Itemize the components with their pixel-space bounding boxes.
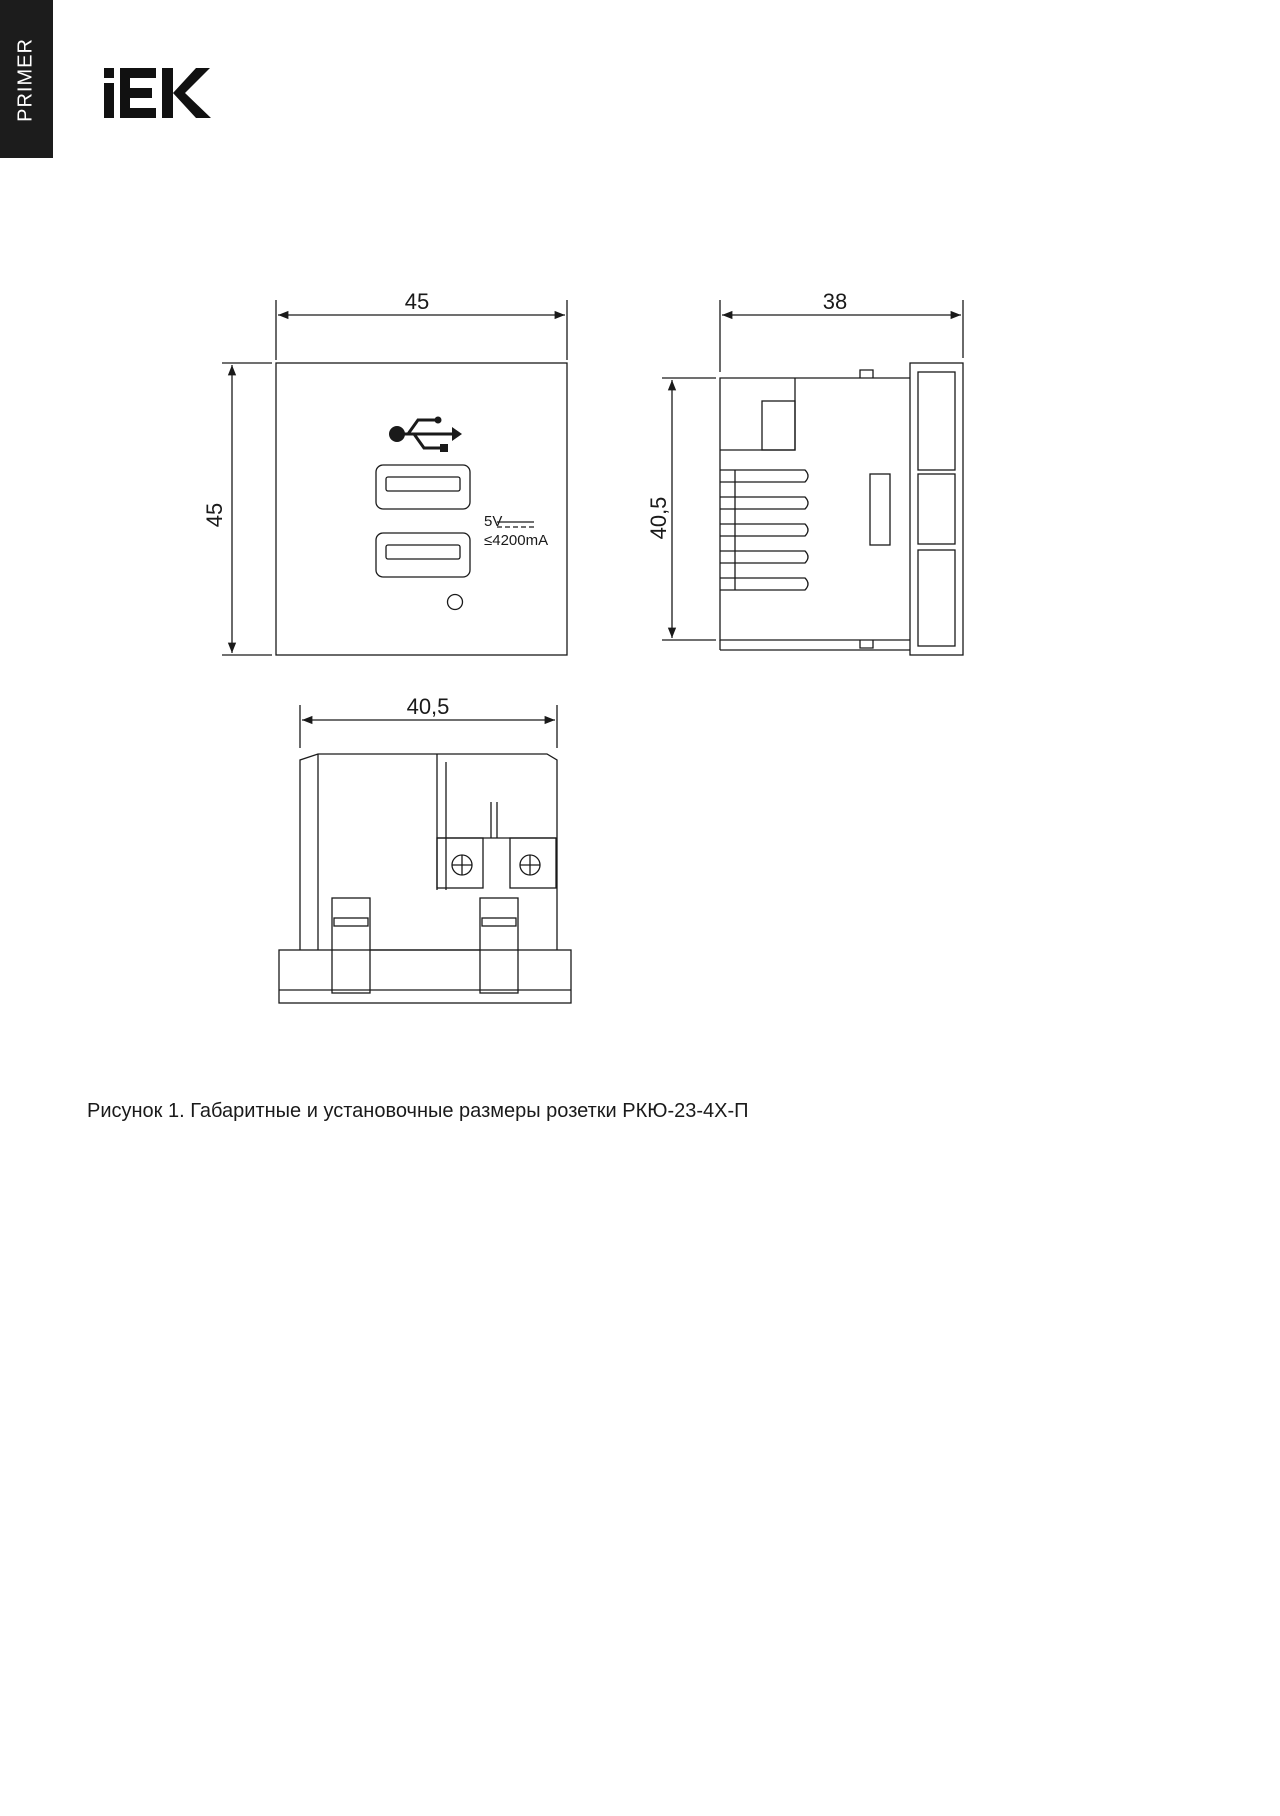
top-base-outline bbox=[279, 950, 571, 1003]
led-indicator bbox=[448, 595, 463, 610]
side-depth-label: 38 bbox=[822, 289, 848, 314]
rating-current-label: ≤4200mA bbox=[484, 532, 549, 549]
top-width-label: 40,5 bbox=[406, 694, 450, 719]
top-view bbox=[279, 705, 571, 1003]
usb-port-upper bbox=[376, 465, 470, 509]
side-height-label: 40,5 bbox=[646, 496, 671, 540]
front-width-label: 45 bbox=[404, 289, 430, 314]
figure-caption: Рисунок 1. Габаритные и установочные размеры розетки РКЮ-23-4Х-П bbox=[87, 1100, 749, 1122]
front-view bbox=[222, 300, 567, 655]
usb-symbol-icon bbox=[389, 417, 462, 453]
front-height-label: 45 bbox=[202, 502, 227, 528]
side-tab-label: PRIMER bbox=[14, 38, 37, 122]
usb-port-lower bbox=[376, 533, 470, 577]
rating-voltage-label: 5V bbox=[484, 513, 503, 530]
side-view bbox=[662, 300, 963, 655]
